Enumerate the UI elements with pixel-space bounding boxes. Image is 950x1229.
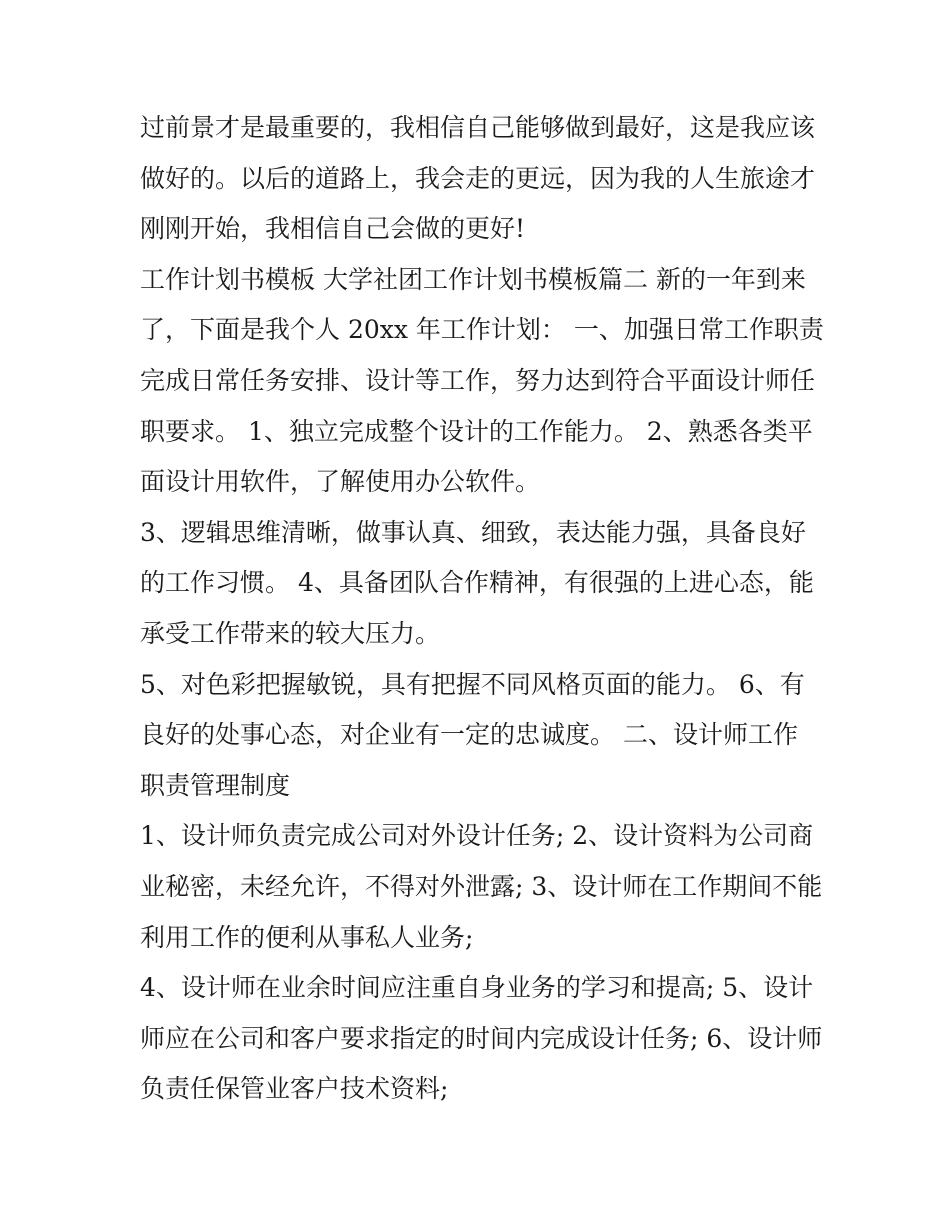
text-line: 了，下面是我个人 20xx 年工作计划： 一、加强日常工作职责 xyxy=(140,315,824,345)
text-line: 职要求。 1、独立完成整个设计的工作能力。 2、熟悉各类平 xyxy=(140,416,813,446)
text-line: 业秘密，未经允许，不得对外泄露; 3、设计师在工作期间不能 xyxy=(140,871,823,901)
text-line: 负责任保管业客户技术资料; xyxy=(140,1074,449,1104)
document-body xyxy=(140,103,824,1115)
text-line: 5、对色彩把握敏锐，具有把握不同风格页面的能力。 6、有 xyxy=(140,669,805,699)
text-line: 面设计用软件，了解使用办公软件。 xyxy=(140,467,541,497)
text-line: 4、设计师在业余时间应注重自身业务的学习和提高; 5、设计 xyxy=(140,973,814,1003)
text-line: 做好的。以后的道路上，我会走的更远，因为我的人生旅途才 xyxy=(140,163,816,193)
text-line: 1、设计师负责完成公司对外设计任务; 2、设计资料为公司商 xyxy=(140,821,814,851)
paragraph-closing-remarks xyxy=(140,103,820,255)
text-line: 工作计划书模板 大学社团工作计划书模板篇二 新的一年到来 xyxy=(140,264,806,294)
text-line: 完成日常任务安排、设计等工作，努力达到符合平面设计师任 xyxy=(140,365,816,395)
text-line: 良好的处事心态，对企业有一定的忠诚度。 二、设计师工作 xyxy=(140,720,798,750)
text-line: 利用工作的便利从事私人业务; xyxy=(140,922,474,952)
text-line: 过前景才是最重要的，我相信自己能够做到最好，这是我应该 xyxy=(140,113,816,142)
paragraph-item-5-6 xyxy=(140,660,820,812)
text-line: 职责管理制度 xyxy=(140,770,291,800)
paragraph-rules-1-3 xyxy=(140,811,823,963)
text-line: 3、逻辑思维清晰，做事认真、细致，表达能力强，具备良好 xyxy=(140,517,806,547)
text-line: 师应在公司和客户要求指定的时间内完成设计任务; 6、设计师 xyxy=(140,1023,823,1053)
paragraph-rules-4-6 xyxy=(140,963,823,1115)
paragraph-item-3-4 xyxy=(140,508,820,660)
text-line: 承受工作带来的较大压力。 xyxy=(140,618,441,648)
text-line: 刚刚开始，我相信自己会做的更好! xyxy=(140,214,526,244)
paragraph-plan-intro xyxy=(140,255,824,508)
text-line: 的工作习惯。 4、具备团队合作精神，有很强的上进心态，能 xyxy=(140,568,814,598)
